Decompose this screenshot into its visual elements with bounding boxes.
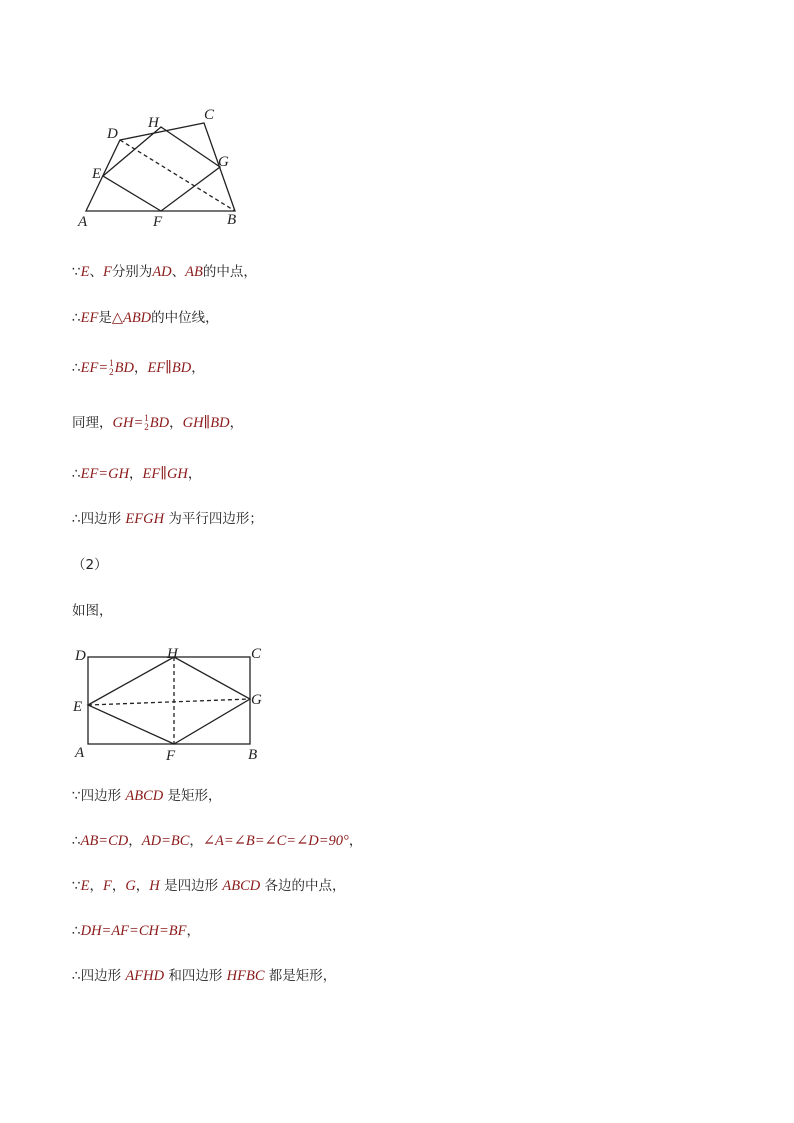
text: ∵	[72, 878, 81, 894]
text: ，	[89, 878, 103, 894]
label-h: H	[167, 646, 178, 662]
math: AD	[152, 264, 172, 280]
text: ，	[135, 878, 150, 894]
math: =	[98, 360, 109, 376]
math: G	[125, 878, 136, 894]
text: 是四边形	[159, 878, 223, 894]
label-g: G	[251, 692, 262, 708]
fraction-half	[109, 359, 114, 377]
math: GH∥BD	[182, 415, 230, 431]
math: GH	[112, 415, 134, 431]
text: ，	[169, 415, 183, 431]
rhombus-efgh	[88, 657, 250, 744]
proof-line-4	[72, 413, 243, 433]
math: H	[149, 878, 160, 894]
label-c: C	[204, 107, 215, 123]
fraction-numerator: 1	[144, 413, 149, 423]
text: 同理，	[72, 415, 113, 431]
math: BD	[114, 360, 134, 376]
label-g: G	[218, 154, 229, 170]
text: ，	[128, 833, 142, 849]
math: E	[80, 264, 90, 280]
text: ，	[229, 415, 244, 431]
text: ∴	[72, 466, 81, 482]
math: △ABD	[111, 310, 152, 326]
text: 、	[89, 264, 103, 280]
proof-line-10	[72, 831, 362, 851]
text: 是	[98, 310, 112, 326]
label-b: B	[227, 212, 237, 228]
math: DH=AF=CH=BF	[80, 923, 187, 939]
text: ∴四边形	[72, 968, 126, 984]
text: 都是矩形，	[264, 968, 337, 984]
figure-rectangle-svg	[70, 640, 280, 770]
text: ∵	[72, 264, 81, 280]
proof-line-6	[72, 509, 263, 529]
text: ∴	[72, 923, 81, 939]
label-h: H	[148, 115, 159, 131]
text: ，	[189, 833, 203, 849]
math: ABCD	[222, 878, 261, 894]
text: 分别为	[111, 264, 153, 280]
math: E	[80, 878, 90, 894]
label-c: C	[251, 646, 262, 662]
text: ，	[111, 878, 126, 894]
text: ∵四边形	[72, 788, 126, 804]
rect-abcd	[88, 657, 250, 744]
proof-line-9	[72, 786, 222, 806]
text: 和四边形	[164, 968, 227, 984]
text: ∴	[72, 833, 81, 849]
math: EF=GH	[80, 466, 130, 482]
fraction-denominator: 2	[109, 367, 114, 377]
text: ，	[186, 923, 200, 939]
text: 的中位线，	[151, 310, 219, 326]
text: ，	[133, 360, 148, 376]
math: EF	[80, 310, 99, 326]
math: AD=BC	[141, 833, 190, 849]
text: 、	[171, 264, 186, 280]
text: （2）	[72, 557, 108, 573]
math: F	[102, 878, 112, 894]
diagonal-bd	[120, 140, 235, 211]
text: 是矩形，	[163, 788, 222, 804]
label-d: D	[107, 126, 118, 142]
text: ，	[129, 466, 143, 482]
fraction-half	[144, 414, 149, 432]
fraction-denominator: 2	[144, 422, 149, 432]
proof-line-2	[72, 308, 219, 328]
label-d: D	[75, 648, 86, 664]
dashed-eg	[88, 699, 250, 705]
text: 如图，	[72, 603, 113, 619]
proof-line-3	[72, 358, 205, 378]
math: ABCD	[125, 788, 164, 804]
figure-quadrilateral	[70, 100, 270, 235]
text: ∴	[72, 310, 81, 326]
label-f: F	[153, 214, 163, 230]
math: ∠A=∠B=∠C=∠D=90°	[202, 833, 349, 849]
figure-quadrilateral-svg	[70, 100, 270, 235]
text: ，	[348, 833, 363, 849]
label-e: E	[92, 166, 102, 182]
proof-line-5	[72, 464, 201, 484]
math: F	[102, 264, 112, 280]
proof-line-12	[72, 921, 200, 941]
math: =	[133, 415, 144, 431]
figure-rectangle	[70, 640, 280, 770]
proof-line-13	[72, 966, 336, 986]
math: EF∥GH	[142, 466, 188, 482]
label-b: B	[248, 747, 258, 763]
label-f: F	[166, 748, 176, 764]
math: AB=CD	[80, 833, 129, 849]
math: EFGH	[125, 511, 165, 527]
math: HFBC	[226, 968, 265, 984]
proof-line-1	[72, 262, 257, 282]
part-number	[72, 555, 108, 575]
text: ∴四边形	[72, 511, 126, 527]
text: 各边的中点，	[260, 878, 346, 894]
math: EF	[80, 360, 99, 376]
as-shown-line	[72, 601, 113, 621]
fraction-numerator: 1	[109, 358, 114, 368]
math: EF∥BD	[147, 360, 192, 376]
text: 为平行四边形；	[164, 511, 263, 527]
math: BD	[149, 415, 170, 431]
label-a: A	[78, 214, 88, 230]
text: 的中点，	[202, 264, 257, 280]
label-a: A	[75, 745, 85, 761]
label-e: E	[73, 699, 83, 715]
text: ∴	[72, 360, 81, 376]
proof-line-11	[72, 876, 346, 896]
text: ，	[187, 466, 202, 482]
math: AB	[185, 264, 203, 280]
text: ，	[191, 360, 205, 376]
math: AFHD	[125, 968, 165, 984]
